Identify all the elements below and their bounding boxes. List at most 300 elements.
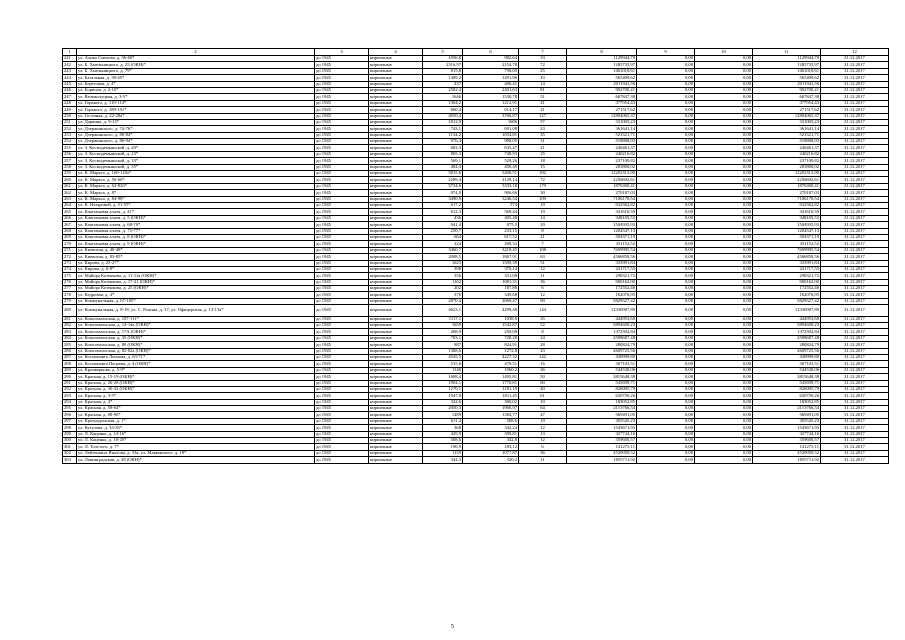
table-cell: 664 [423,234,463,240]
table-cell: до 1945 [315,196,369,202]
header-cell: 7 [519,49,567,56]
table-cell: 259 [63,171,77,177]
table-cell: 31.12.2017 [821,234,889,240]
table-cell: до 1945 [315,75,369,81]
table-cell: 0,00 [637,286,695,292]
table-cell: 824,91 [463,342,519,348]
table-cell: 205800,02 [567,164,637,170]
table-cell: 31.12.2017 [821,292,889,298]
table-cell: кирпичные [369,292,423,298]
table-cell: 258 [63,164,77,170]
table-cell: ул. Комсомольская, д. 82-82а (ОКН)* [77,348,315,354]
table-cell: кирпичные [369,342,423,348]
table-cell: до 1945 [315,412,369,418]
table-cell: 5408,51 [463,171,519,177]
table-cell: 250 [63,113,77,119]
table-cell: кирпичные [369,431,423,437]
table-cell: 0,00 [637,444,695,450]
table-cell: до 1945 [315,68,369,74]
table-cell: кирпичные [369,444,423,450]
table-cell: 0,00 [695,222,753,228]
table-cell: кирпичные [369,119,423,125]
table-cell: 0,00 [695,438,753,444]
table-cell: до 1945 [315,354,369,360]
table-cell: ул. Кедровая, д. 4* [77,292,315,298]
table-cell: ул. Береговая, д. 4* [77,81,315,87]
table-cell: 0,00 [695,190,753,196]
table-cell: 270187,03 [753,190,821,196]
table-cell: 1212,91 [463,100,519,106]
table-cell: до 1945 [315,323,369,329]
table-cell: ул. Дарвина, д. 9-13* [77,119,315,125]
table-cell: 31 [519,139,567,145]
table-cell: 241717,55 [753,266,821,272]
table-cell: 0,00 [637,151,695,157]
table-cell: 3246,54 [463,196,519,202]
table-cell: кирпичные [369,406,423,412]
table-cell: 256 [63,151,77,157]
table-cell: 271517,62 [753,107,821,113]
table-cell: 31.12.2017 [821,425,889,431]
table-cell: 299 [63,431,77,437]
table-cell: 0,00 [695,457,753,463]
table-cell: до 1945 [315,119,369,125]
table-cell: 31.12.2017 [821,113,889,119]
table-cell: 5894600,23 [567,323,637,329]
table-cell: 12804065,37 [567,113,637,119]
table-cell: 1906,97 [463,406,519,412]
table-cell: 0,00 [637,431,695,437]
table-cell: 900162,00 [567,279,637,285]
table-cell: 172552,40 [753,286,821,292]
table-cell: 632562,82 [753,202,821,208]
table-cell: 0,00 [637,183,695,189]
table-cell: 368,6 [423,438,463,444]
table-cell: кирпичные [369,87,423,93]
table-cell: 333991,84 [567,260,637,266]
table-cell: 2520950,52 [567,450,637,456]
table-cell: 297 [63,418,77,424]
table-cell: до 1945 [315,171,369,177]
table-cell: 0,00 [637,87,695,93]
table-cell: 23 [519,126,567,132]
table-cell: ул. Комсомольская, д. 107-111* [77,316,315,322]
table-cell: 295 [63,406,77,412]
table-cell: ул. Дзержинского, д. 74-76* [77,126,315,132]
table-cell: 359600,57 [753,438,821,444]
table-cell: 248 [63,100,77,106]
table-cell: 31.12.2017 [821,386,889,392]
table-cell: 630750,26 [753,393,821,399]
table-cell: 12 [519,425,567,431]
table-cell: ул. Каштановая аллея, д. 9 (ОКН)* [77,241,315,247]
table-cell: 249 [63,107,77,113]
table-cell: 2401,63 [463,87,519,93]
table-cell: ул. Космонавта Пацаева, д. 4 (ОКН)* [77,361,315,367]
table-cell: 902700,21 [567,87,637,93]
table-cell: 405,48 [463,215,519,221]
table-cell: 31.12.2017 [821,119,889,125]
table-cell: 108 [519,247,567,253]
table-cell: до 1945 [315,425,369,431]
table-cell: 0,00 [695,380,753,386]
table-cell: 630750,26 [567,393,637,399]
table-cell: до 1945 [315,361,369,367]
table-cell: 12 [519,292,567,298]
table-cell: 0,00 [637,100,695,106]
table-cell: кирпичные [369,361,423,367]
table-cell: 162076,95 [753,292,821,298]
table-cell: 1056,8 [423,56,463,62]
table-cell: 0,00 [637,222,695,228]
table-cell: ул. Майора Козенкова, д. 11-11а (ОКН)* [77,273,315,279]
table-cell: 0,00 [695,228,753,234]
table-cell: кирпичные [369,222,423,228]
table-cell: кирпичные [369,323,423,329]
table-cell: 31.12.2017 [821,56,889,62]
table-cell: 0,00 [695,158,753,164]
table-cell: 826095,79 [567,386,637,392]
table-cell: 0,00 [637,380,695,386]
table-cell: до 1945 [315,418,369,424]
table-cell: до 1945 [315,286,369,292]
table-cell: ул. Кронверкова, д. 5-9* [77,367,315,373]
table-cell: 1204547,13 [567,228,637,234]
table-cell: 0,00 [637,94,695,100]
table-cell: кирпичные [369,286,423,292]
table-cell: 283 [63,329,77,335]
table-cell: 1117,1 [423,316,463,322]
table-cell: кирпичные [369,254,423,260]
table-cell: до 1945 [315,222,369,228]
table-cell: до 1945 [315,177,369,183]
table-cell: 0,00 [695,348,753,354]
table-cell: 241 [63,56,77,62]
table-cell: 300 [63,438,77,444]
table-cell: 399,81 [463,431,519,437]
table-cell: ул. Комсомольская, д. 80 (ОКН)* [77,342,315,348]
table-cell: 0,00 [695,87,753,93]
table-cell: 0,00 [695,374,753,380]
table-cell: 298321,72 [753,273,821,279]
header-cell: 10 [695,49,753,56]
table-cell: 261 [63,183,77,189]
table-cell: 21 [519,234,567,240]
table-cell: 0,00 [637,298,695,304]
table-cell: 2011941,56 [567,81,637,87]
table-cell: 289 [63,367,77,373]
table-cell: 344,3 [423,457,463,463]
table-cell: 12203313,90 [567,171,637,177]
table-cell: 691,08 [463,126,519,132]
table-cell: 288 [63,361,77,367]
table-cell: 0,00 [695,241,753,247]
table-cell: 196,9 [423,444,463,450]
table-cell: 31.12.2017 [821,354,889,360]
table-cell: 0,00 [637,177,695,183]
table-cell: 19 [519,209,567,215]
table-cell: 31.12.2017 [821,323,889,329]
table-cell: 0,00 [695,425,753,431]
table-cell: 40 [519,386,567,392]
table-cell: 0,00 [695,342,753,348]
table-cell: 31.12.2017 [821,247,889,253]
table-cell: 1811,45 [463,393,519,399]
table-cell: 31.12.2017 [821,94,889,100]
table-cell: до 1945 [315,444,369,450]
table-cell: 0,00 [637,158,695,164]
table-cell: 31.12.2017 [821,164,889,170]
table-cell: 0,00 [695,234,753,240]
table-cell: 377954,43 [753,100,821,106]
table-cell: ул. К. Маркса, д. 100-118а* [77,171,315,177]
table-cell: 376 [423,292,463,298]
table-cell: ул. Краснодонская, д. 1* [77,418,315,424]
table-cell: 141275,11 [753,444,821,450]
table-cell: 72 [519,177,567,183]
table-cell: 1530,78 [463,94,519,100]
table-cell: 35 [519,132,567,138]
table-cell: ул. Алика Смехова, д. 56-60* [77,56,315,62]
table-cell: 31.12.2017 [821,202,889,208]
table-cell: 4050,4 [423,113,463,119]
table-cell: 0,00 [695,164,753,170]
table-cell: 1770,81 [463,380,519,386]
table-cell: 28 [519,342,567,348]
table-cell: 0,00 [637,266,695,272]
table-cell: 900162,00 [753,279,821,285]
table-cell: кирпичные [369,380,423,386]
table-cell: 24 [519,335,567,341]
table-cell: 300,02 [463,399,519,405]
table-cell: 25 [519,151,567,157]
table-cell: 1368,6 [423,348,463,354]
table-cell: 7106178,54 [753,196,821,202]
table-cell: 30 [519,190,567,196]
table-cell: 31.12.2017 [821,374,889,380]
table-cell: 569,1 [423,158,463,164]
table-cell: 902700,21 [753,87,821,93]
table-cell: 31.12.2017 [821,209,889,215]
table-cell: 331,08 [463,273,519,279]
table-cell: 436 [423,215,463,221]
table-cell: 783,1 [423,335,463,341]
table-cell: 31.12.2017 [821,457,889,463]
table-cell: ул. Каштановая аллея, д. 5 (ОКН)* [77,215,315,221]
table-cell: ул. Л. Каценко, д. 18-20* [77,438,315,444]
table-cell: 31.12.2017 [821,177,889,183]
table-cell: 359600,57 [567,438,637,444]
table-cell: 275 [63,273,77,279]
table-cell: 515,6 [423,361,463,367]
table-cell: до 1945 [315,457,369,463]
table-cell: 0,00 [695,151,753,157]
table-cell: 0,00 [637,316,695,322]
table-cell: кирпичные [369,354,423,360]
table-cell: 0,00 [695,81,753,87]
table-body [63,49,889,464]
table-cell: 3815648,38 [753,374,821,380]
table-cell: 368 [423,425,463,431]
table-cell: 574 [463,202,519,208]
table-cell: 0,00 [695,171,753,177]
table-cell: до 1945 [315,132,369,138]
table-cell: 341616,59 [567,209,637,215]
table-cell: 31.12.2017 [821,68,889,74]
table-cell: 280 [63,305,77,316]
table-cell: 280824,79 [753,342,821,348]
table-cell: 31.12.2017 [821,75,889,81]
table-cell: до 1945 [315,438,369,444]
table-cell: 208,32 [463,241,519,247]
table-cell: 81 [519,87,567,93]
table-cell: 0,00 [637,209,695,215]
table-cell: 57 [519,119,567,125]
table-cell: 31.12.2017 [821,241,889,247]
table-cell: 1876300,41 [567,183,637,189]
table-cell: кирпичные [369,196,423,202]
table-cell: 21 [519,145,567,151]
table-cell: 0,00 [695,247,753,253]
table-cell: 253 [63,132,77,138]
table-cell: ул. Красная, д. 15-19 (ОКН)* [77,374,315,380]
table-cell: 0,00 [695,286,753,292]
table-cell: кирпичные [369,68,423,74]
table-cell: кирпичные [369,425,423,431]
table-cell: 565409,62 [753,75,821,81]
table-cell: 127 [519,113,567,119]
table-cell: 0,00 [695,202,753,208]
table-cell: 5815,6 [423,171,463,177]
table-cell: до 1945 [315,273,369,279]
table-cell: 1077,87 [463,450,519,456]
table-cell: 660,4 [423,107,463,113]
header-cell: 5 [423,49,463,56]
table-cell: 301 [63,444,77,450]
table-cell: 1285735,97 [753,62,821,68]
table-cell: кирпичные [369,209,423,215]
table-cell: 31.12.2017 [821,171,889,177]
table-cell: до 1945 [315,406,369,412]
table-cell: 4566858,56 [753,254,821,260]
table-cell: кирпичные [369,215,423,221]
table-cell: 52 [519,323,567,329]
table-cell: ул. Киевская, д. 40-48* [77,247,315,253]
table-cell: 31.12.2017 [821,305,889,316]
table-cell: 0,00 [637,292,695,298]
table-cell: 273 [63,260,77,266]
table-cell: кирпичные [369,412,423,418]
table-cell: 327744,16 [753,431,821,437]
table-cell: 31.12.2017 [821,335,889,341]
table-cell: 141275,11 [567,444,637,450]
table-cell: 758,69 [463,68,519,74]
table-cell: ул. Красная, д. 4* [77,399,315,405]
table-cell: 322,6 [423,399,463,405]
table-cell: 11 [519,457,567,463]
table-cell: 0,00 [695,94,753,100]
table-cell: 31.12.2017 [821,412,889,418]
table-cell: 31.12.2017 [821,444,889,450]
table-cell: 1659 [423,323,463,329]
table-cell: 1495,81 [463,374,519,380]
table-cell: 31.12.2017 [821,183,889,189]
table-cell: 370,14 [463,266,519,272]
table-cell: 1181,19 [463,386,519,392]
table-cell: 262 [63,190,77,196]
table-cell: ул. Комсомольская, д. 17А (ОКН)* [77,329,315,335]
table-cell: 5829327,42 [567,298,637,304]
table-cell: 205800,02 [753,164,821,170]
table-cell: 237100,82 [567,158,637,164]
table-cell: 568,6 [463,418,519,424]
table-cell: 43 [519,75,567,81]
table-cell: 7106178,54 [567,196,637,202]
table-cell: 255 [63,145,77,151]
table-cell: 0,00 [637,126,695,132]
table-cell: ул. Дзержинского, д. 86-94* [77,139,315,145]
table-cell: 0,00 [695,329,753,335]
table-cell: 518808,03 [567,139,637,145]
table-cell: 271 [63,247,77,253]
table-cell: 31.12.2017 [821,222,889,228]
table-cell: 342,8 [463,438,519,444]
table-cell: 0,00 [695,335,753,341]
table-cell: 0,00 [637,260,695,266]
table-cell: 33 [519,56,567,62]
table-cell: 31.12.2017 [821,399,889,405]
table-cell: кирпичные [369,260,423,266]
table-cell: кирпичные [369,266,423,272]
table-cell: 2316,97 [423,62,463,68]
table-cell: ул. Кирова, д. 25-27* [77,260,315,266]
table-cell: 342,24 [463,425,519,431]
table-cell: 263 [63,196,77,202]
table-cell: 0,00 [637,113,695,119]
table-cell: 162076,95 [567,292,637,298]
table-cell: 5734,6 [423,183,463,189]
table-cell: 1270,1 [423,386,463,392]
table-cell: 5829327,42 [753,298,821,304]
table-cell: 4227,32 [463,354,519,360]
table-cell: 523321,71 [753,132,821,138]
table-cell: ул. Красная, д. 58-64* [77,406,315,412]
table-cell: до 1945 [315,107,369,113]
table-cell: 2011941,56 [753,81,821,87]
table-cell: 19 [519,202,567,208]
table-cell: 280824,79 [567,342,637,348]
table-cell: 267 [63,222,77,228]
table-cell: 31.12.2017 [821,406,889,412]
table-cell: 2582,4 [423,87,463,93]
table-cell: кирпичные [369,62,423,68]
table-cell: 15 [519,164,567,170]
table-cell: 1812,9 [423,119,463,125]
table-cell: 31.12.2017 [821,107,889,113]
table-cell: 369491,05 [753,412,821,418]
table-cell: 2598687,48 [753,335,821,341]
table-cell: 635,47 [463,145,519,151]
table-cell: 36 [519,367,567,373]
table-cell: 284 [63,335,77,341]
table-cell: 237100,82 [753,158,821,164]
table-cell: 187,86 [463,286,519,292]
table-cell: 1038,9 [463,316,519,322]
table-cell: 14 [519,215,567,221]
table-cell: 0,00 [637,342,695,348]
table-cell: 0,00 [695,266,753,272]
table-cell: 0,00 [637,450,695,456]
